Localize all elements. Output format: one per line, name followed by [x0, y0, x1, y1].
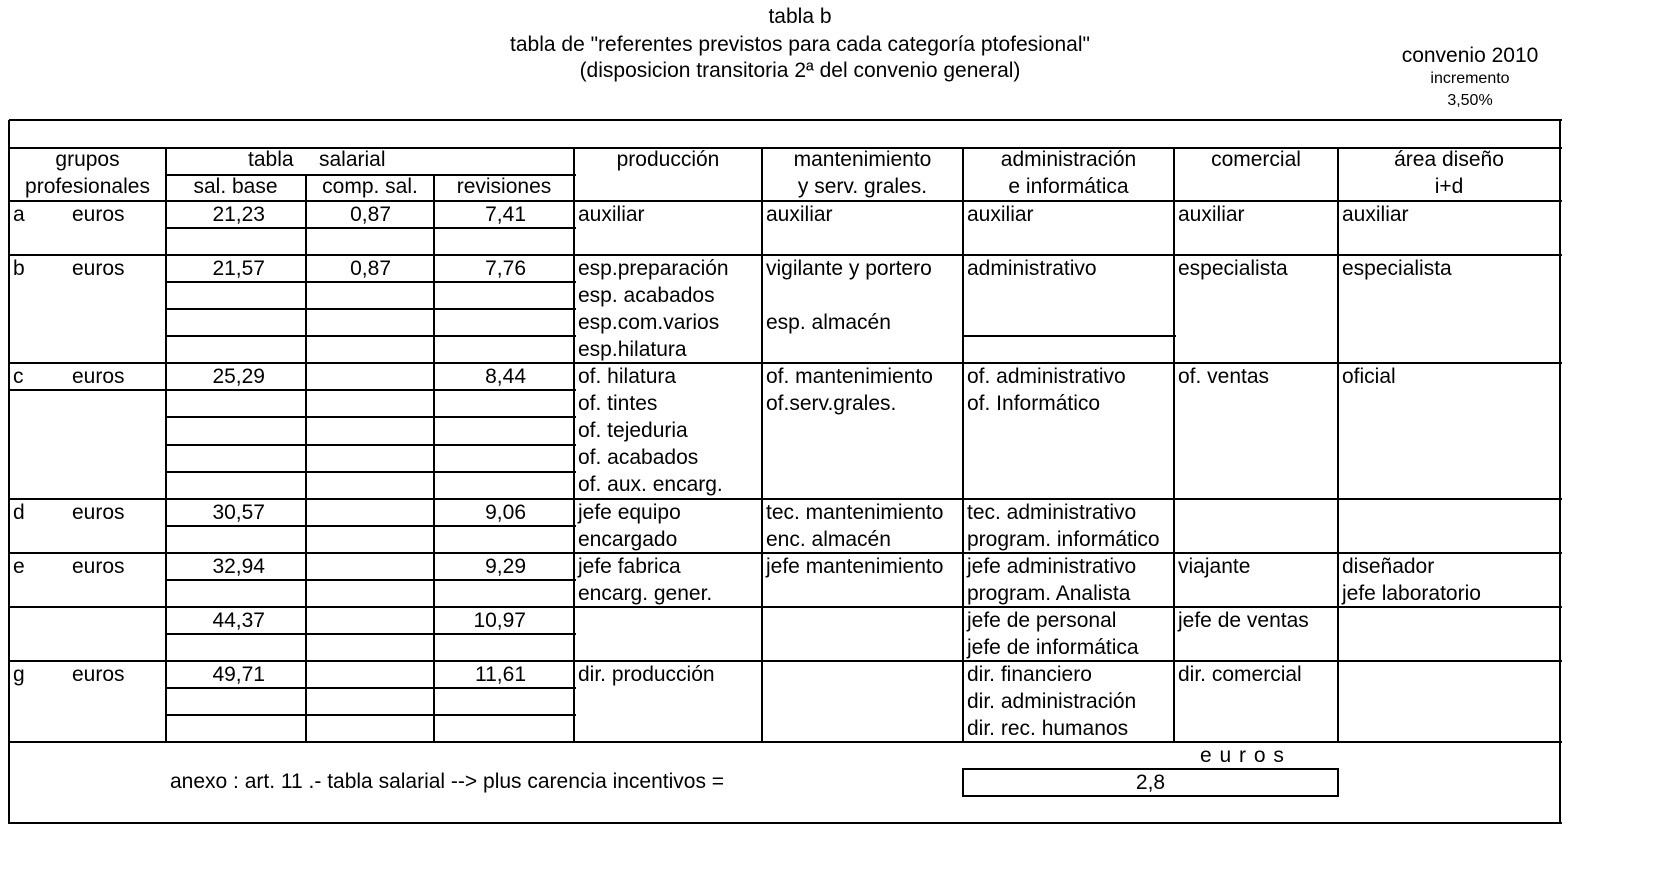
produccion-category: of. tejeduria [578, 419, 688, 443]
comercial-category: viajante [1178, 555, 1251, 578]
comercial-category: auxiliar [1178, 203, 1245, 226]
group-unit: euros [72, 365, 125, 388]
mantenimiento-category: jefe mantenimiento [766, 555, 944, 578]
table-top-border [9, 119, 1562, 121]
produccion-category: esp. acabados [578, 284, 715, 308]
administracion-category: jefe administrativo [967, 555, 1137, 578]
diseno-category: especialista [1342, 257, 1452, 280]
salary-row-line [166, 714, 576, 716]
salary-row-line [166, 579, 576, 581]
group-unit: euros [72, 501, 125, 524]
revisiones-value: 7,76 [485, 257, 526, 280]
salary-row-line [166, 335, 576, 337]
sal-base-value: 30,57 [212, 501, 265, 524]
mantenimiento-category: enc. almacén [766, 528, 891, 552]
col-salarial: salarial [319, 148, 386, 171]
group-letter: g [13, 663, 25, 686]
produccion-category: esp.preparación [578, 257, 729, 280]
column-line [761, 148, 763, 743]
footer-value-box [962, 768, 1339, 797]
salary-row-line [166, 633, 576, 635]
comercial-category: dir. comercial [1178, 663, 1302, 686]
col-administracion-sub: e informática [1008, 175, 1129, 198]
diseno-category: diseñador [1342, 555, 1435, 578]
salary-row-line [166, 471, 576, 473]
revisiones-value: 8,44 [485, 365, 526, 388]
produccion-category: jefe equipo [578, 501, 681, 524]
incremento-value: 3,50% [1447, 92, 1493, 109]
group-divider [9, 389, 168, 391]
administracion-category: tec. administrativo [967, 501, 1137, 524]
administracion-category: administrativo [967, 257, 1097, 280]
sal-base-value: 32,94 [212, 555, 265, 578]
col-area-diseno: área diseño [1394, 148, 1504, 171]
sal-base-value: 44,37 [212, 609, 265, 632]
col-mantenimiento: mantenimiento [793, 148, 932, 171]
administracion-category: jefe de informática [967, 636, 1139, 660]
salary-row-line [166, 416, 576, 418]
revisiones-value: 11,61 [475, 663, 526, 686]
comp-sal-value: 0,87 [350, 257, 391, 280]
produccion-category: of. acabados [578, 446, 699, 470]
col-profesionales: profesionales [25, 175, 150, 198]
sal-base-value: 25,29 [212, 365, 265, 388]
col-administracion: administración [1000, 148, 1137, 171]
comercial-category: especialista [1178, 257, 1288, 280]
produccion-category: jefe fabrica [578, 555, 681, 578]
diseno-category: auxiliar [1342, 203, 1409, 226]
group-letter: e [13, 555, 25, 578]
col-comp-sal: comp. sal. [322, 175, 418, 198]
produccion-category: of. tintes [578, 392, 658, 416]
group-unit: euros [72, 257, 125, 280]
group-letter: d [13, 501, 25, 524]
salary-row-line [166, 389, 576, 391]
sal-base-value: 49,71 [212, 663, 265, 686]
diseno-category: jefe laboratorio [1342, 582, 1481, 606]
group-divider [9, 606, 1562, 608]
produccion-category: esp.hilatura [578, 338, 687, 362]
title-line-2: tabla de "referentes previstos para cada categoría ptofesional" [510, 33, 1090, 56]
column-line [1337, 148, 1339, 743]
footer-note: anexo : art. 11 .- tabla salarial --> plus carencia incentivos = [170, 770, 725, 793]
col-area-diseno-sub: i+d [1434, 175, 1464, 198]
col-grupos: grupos [55, 148, 120, 171]
mantenimiento-category: auxiliar [766, 203, 833, 226]
table-bottom-border [9, 822, 1562, 824]
group-letter: b [13, 257, 25, 280]
column-line [1173, 148, 1175, 743]
comercial-category: jefe de ventas [1178, 609, 1309, 632]
salary-row-line [166, 281, 576, 283]
administracion-category: dir. administración [967, 690, 1137, 714]
table-right-border [1559, 120, 1561, 824]
salary-row-line [166, 525, 576, 527]
group-letter: a [13, 203, 25, 226]
revisiones-value: 9,06 [485, 501, 526, 524]
group-divider [9, 498, 1562, 500]
column-line [962, 148, 964, 743]
comp-sal-value: 0,87 [350, 203, 391, 226]
administracion-category: program. informático [967, 528, 1160, 552]
diseno-category: oficial [1342, 365, 1396, 388]
col-comercial: comercial [1211, 148, 1301, 171]
footer-unit: e u r o s [1200, 744, 1285, 767]
produccion-category: encarg. gener. [578, 582, 713, 606]
administracion-category: dir. financiero [967, 663, 1092, 686]
administracion-category: auxiliar [967, 203, 1034, 226]
mantenimiento-category: of.serv.grales. [766, 392, 897, 416]
table-left-border [8, 120, 10, 824]
revisiones-value: 7,41 [485, 203, 526, 226]
group-divider [9, 362, 1562, 364]
revisiones-value: 9,29 [485, 555, 526, 578]
sal-base-value: 21,23 [212, 203, 265, 226]
group-divider [9, 254, 1562, 256]
title-line-3: (disposicion transitoria 2ª del convenio general) [579, 59, 1021, 82]
footer-value: 2,8 [1135, 771, 1166, 794]
produccion-category: dir. producción [578, 663, 715, 686]
produccion-category: esp.com.varios [578, 311, 720, 335]
col-mantenimiento-sub: y serv. grales. [797, 175, 928, 198]
convenio-label: convenio 2010 [1401, 44, 1539, 67]
col-revisiones: revisiones [456, 175, 552, 198]
administracion-category: program. Analista [967, 582, 1131, 606]
group-divider [9, 552, 1562, 554]
mantenimiento-category: esp. almacén [766, 311, 891, 335]
produccion-category: encargado [578, 528, 678, 552]
comercial-category: of. ventas [1178, 365, 1270, 388]
group-unit: euros [72, 555, 125, 578]
administracion-category: of. administrativo [967, 365, 1126, 388]
col-produccion: producción [616, 148, 720, 171]
mantenimiento-category: vigilante y portero [766, 257, 932, 280]
admin-row-line [963, 335, 1176, 337]
salary-row-line [166, 687, 576, 689]
group-unit: euros [72, 203, 125, 226]
group-unit: euros [72, 663, 125, 686]
mantenimiento-category: of. mantenimiento [766, 365, 933, 388]
group-divider [9, 660, 1562, 662]
col-tabla: tabla [248, 148, 294, 171]
salary-row-line [166, 227, 576, 229]
administracion-category: jefe de personal [967, 609, 1117, 632]
administracion-category: of. Informático [967, 392, 1101, 416]
salary-row-line [166, 308, 576, 310]
header-bottom-line [9, 200, 1562, 202]
revisiones-value: 10,97 [473, 609, 526, 632]
produccion-category: of. hilatura [578, 365, 677, 388]
mantenimiento-category: tec. mantenimiento [766, 501, 944, 524]
group-letter: c [13, 365, 24, 388]
salary-row-line [166, 444, 576, 446]
incremento-label: incremento [1430, 70, 1510, 87]
col-sal-base: sal. base [193, 175, 278, 198]
produccion-category: of. aux. encarg. [578, 473, 723, 497]
body-bottom-line [9, 741, 1562, 743]
administracion-category: dir. rec. humanos [967, 717, 1129, 741]
sal-base-value: 21,57 [212, 257, 265, 280]
title-line-1: tabla b [768, 5, 832, 28]
produccion-category: auxiliar [578, 203, 645, 226]
